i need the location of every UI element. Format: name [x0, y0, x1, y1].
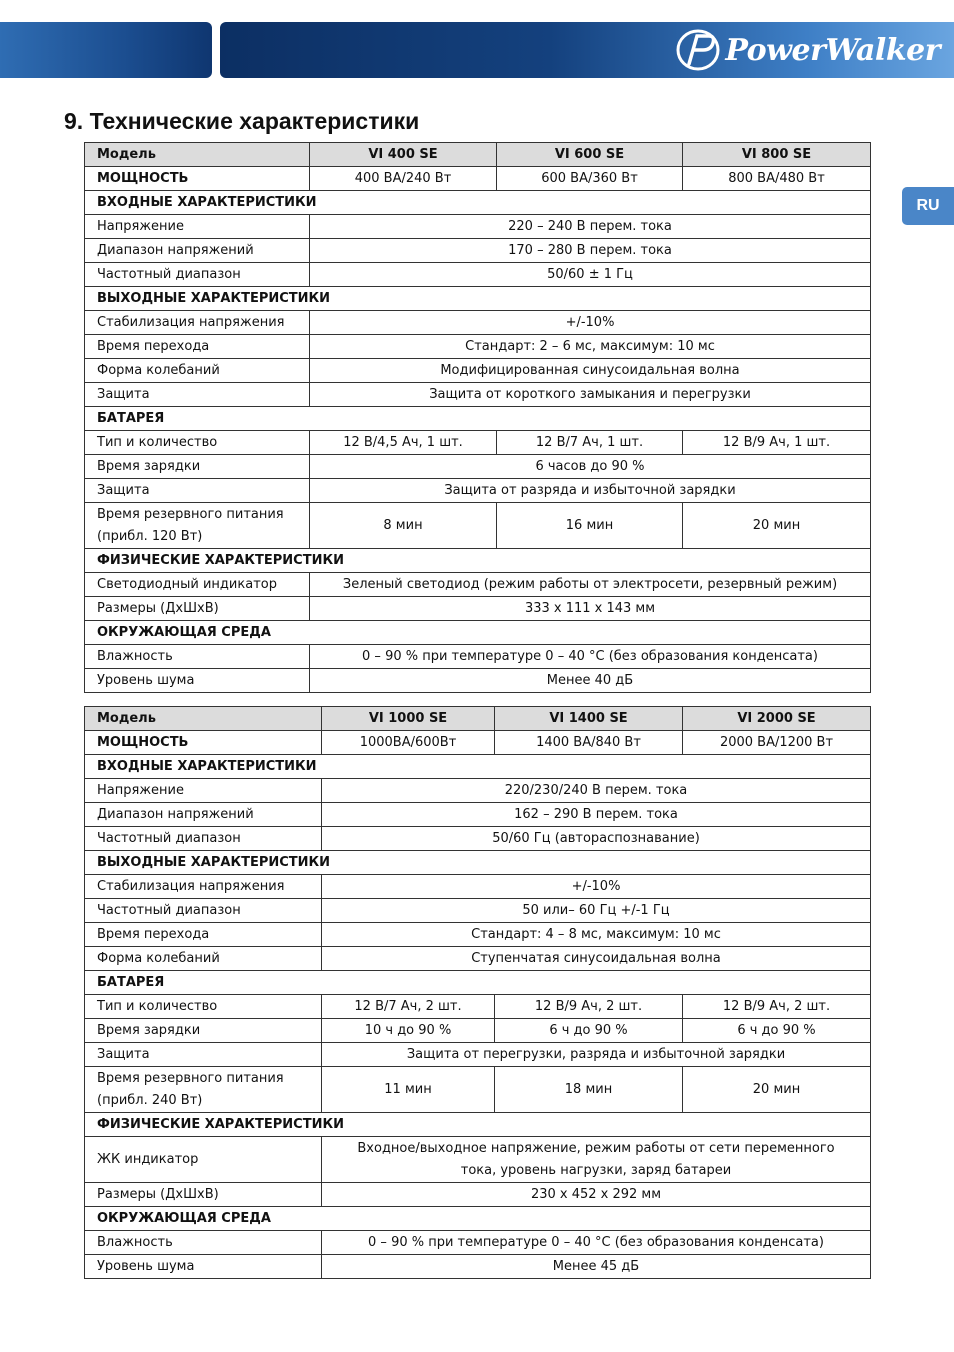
row-value: 600 ВА/360 Вт: [497, 167, 683, 191]
row-label: МОЩНОСТЬ: [85, 731, 322, 755]
row-label: Защита: [85, 479, 310, 503]
table-row: [85, 779, 871, 803]
row-value: 12 В/9 Ач, 2 шт.: [495, 995, 683, 1019]
spec-table-vi-1000-2000: [84, 706, 871, 1279]
table-row: [85, 479, 871, 503]
section-heading: ОКРУЖАЮЩАЯ СРЕДА: [85, 621, 871, 645]
row-value: 1000ВА/600Вт: [322, 731, 495, 755]
table-row: [85, 167, 871, 191]
section-row: [85, 851, 871, 875]
section-heading: ВЫХОДНЫЕ ХАРАКТЕРИСТИКИ: [85, 851, 871, 875]
row-value: 12 В/9 Ач, 1 шт.: [683, 431, 871, 455]
logo-text: PowerWalker: [725, 32, 940, 68]
row-value: 170 – 280 В перем. тока: [310, 239, 871, 263]
table-row: [85, 875, 871, 899]
section-row: [85, 1113, 871, 1137]
page-title: 9. Технические характеристики: [64, 108, 420, 134]
table-row: [85, 597, 871, 621]
row-value: 220/230/240 В перем. тока: [322, 779, 871, 803]
section-row: [85, 191, 871, 215]
row-value: Защита от короткого замыкания и перегрузки: [310, 383, 871, 407]
row-label: Уровень шума: [85, 669, 310, 693]
row-value: Стандарт: 2 – 6 мс, максимум: 10 мс: [310, 335, 871, 359]
table-header-row: [85, 707, 871, 731]
row-value: 220 – 240 В перем. тока: [310, 215, 871, 239]
section-heading: БАТАРЕЯ: [85, 971, 871, 995]
row-label: Стабилизация напряжения: [85, 311, 310, 335]
row-label: Напряжение: [85, 779, 322, 803]
table-row: [85, 669, 871, 693]
table-row: [85, 311, 871, 335]
powerwalker-emblem-icon: [675, 28, 721, 72]
section-row: [85, 621, 871, 645]
row-value: 6 часов до 90 %: [310, 455, 871, 479]
section-heading: ОКРУЖАЮЩАЯ СРЕДА: [85, 1207, 871, 1231]
table-row: [85, 1137, 871, 1183]
row-value: 20 мин: [683, 503, 871, 549]
header-band-left: [0, 22, 212, 78]
row-value: 50 или– 60 Гц +/-1 Гц: [322, 899, 871, 923]
row-label: Уровень шума: [85, 1255, 322, 1279]
row-value: Входное/выходное напряжение, режим работы от сети переменного тока, уровень нагрузки, заряд батареи: [322, 1137, 871, 1183]
row-label: Форма колебаний: [85, 359, 310, 383]
row-value: Зеленый светодиод (режим работы от электросети, резервный режим): [310, 573, 871, 597]
row-value: +/-10%: [322, 875, 871, 899]
table-row: [85, 1183, 871, 1207]
language-tab-ru[interactable]: RU: [902, 187, 954, 225]
row-value: Защита от перегрузки, разряда и избыточной зарядки: [322, 1043, 871, 1067]
table-row: [85, 995, 871, 1019]
model-name: VI 2000 SE: [683, 707, 871, 731]
row-label: Размеры (ДхШхВ): [85, 597, 310, 621]
row-label: Частотный диапазон: [85, 827, 322, 851]
row-label: Светодиодный индикатор: [85, 573, 310, 597]
table-header-row: [85, 143, 871, 167]
row-value: Менее 40 дБ: [310, 669, 871, 693]
row-label: Модель: [85, 707, 322, 731]
row-value: 8 мин: [310, 503, 497, 549]
row-label: Время резервного питания (прибл. 120 Вт): [85, 503, 310, 549]
row-value: 0 – 90 % при температуре 0 – 40 °C (без образования конденсата): [322, 1231, 871, 1255]
row-value: 2000 ВА/1200 Вт: [683, 731, 871, 755]
row-value: 400 ВА/240 Вт: [310, 167, 497, 191]
row-value: +/-10%: [310, 311, 871, 335]
row-value: 12 В/9 Ач, 2 шт.: [683, 995, 871, 1019]
table-row: [85, 645, 871, 669]
model-name: VI 1000 SE: [322, 707, 495, 731]
table-row: [85, 455, 871, 479]
row-label: Защита: [85, 383, 310, 407]
table-row: [85, 947, 871, 971]
model-name: VI 600 SE: [497, 143, 683, 167]
row-value: Модифицированная синусоидальная волна: [310, 359, 871, 383]
spec-table-body: [85, 143, 871, 693]
row-label: Влажность: [85, 1231, 322, 1255]
section-row: [85, 755, 871, 779]
row-label: Тип и количество: [85, 431, 310, 455]
row-label: Частотный диапазон: [85, 899, 322, 923]
row-label: Время перехода: [85, 335, 310, 359]
table-row: [85, 263, 871, 287]
row-value: 800 ВА/480 Вт: [683, 167, 871, 191]
row-label: Напряжение: [85, 215, 310, 239]
row-value: Ступенчатая синусоидальная волна: [322, 947, 871, 971]
model-name: VI 1400 SE: [495, 707, 683, 731]
row-label: Модель: [85, 143, 310, 167]
row-value: 18 мин: [495, 1067, 683, 1113]
row-value: 333 x 111 x 143 мм: [310, 597, 871, 621]
row-value: 1400 ВА/840 Вт: [495, 731, 683, 755]
row-value: Защита от разряда и избыточной зарядки: [310, 479, 871, 503]
section-row: [85, 287, 871, 311]
row-label: Диапазон напряжений: [85, 239, 310, 263]
section-heading: ФИЗИЧЕСКИЕ ХАРАКТЕРИСТИКИ: [85, 549, 871, 573]
section-row: [85, 549, 871, 573]
section-heading: ФИЗИЧЕСКИЕ ХАРАКТЕРИСТИКИ: [85, 1113, 871, 1137]
row-label: МОЩНОСТЬ: [85, 167, 310, 191]
row-value: 12 В/4,5 Ач, 1 шт.: [310, 431, 497, 455]
table-row: [85, 335, 871, 359]
row-label: Диапазон напряжений: [85, 803, 322, 827]
row-label: Защита: [85, 1043, 322, 1067]
table-row: [85, 359, 871, 383]
row-label: Форма колебаний: [85, 947, 322, 971]
table-row: [85, 923, 871, 947]
model-name: VI 800 SE: [683, 143, 871, 167]
row-value: 12 В/7 Ач, 1 шт.: [497, 431, 683, 455]
table-row: [85, 1067, 871, 1113]
spec-table-body: [85, 707, 871, 1279]
table-row: [85, 503, 871, 549]
table-row: [85, 1255, 871, 1279]
row-value: 230 x 452 x 292 мм: [322, 1183, 871, 1207]
row-label: Время зарядки: [85, 455, 310, 479]
table-row: [85, 573, 871, 597]
row-label: Время зарядки: [85, 1019, 322, 1043]
section-row: [85, 407, 871, 431]
table-row: [85, 803, 871, 827]
row-value: 10 ч до 90 %: [322, 1019, 495, 1043]
section-heading: ВХОДНЫЕ ХАРАКТЕРИСТИКИ: [85, 755, 871, 779]
table-row: [85, 215, 871, 239]
row-value: 16 мин: [497, 503, 683, 549]
row-label: Время перехода: [85, 923, 322, 947]
table-row: [85, 383, 871, 407]
row-value: 50/60 Гц (автораспознавание): [322, 827, 871, 851]
row-label: Время резервного питания (прибл. 240 Вт): [85, 1067, 322, 1113]
row-value: Стандарт: 4 – 8 мс, максимум: 10 мс: [322, 923, 871, 947]
table-row: [85, 1019, 871, 1043]
row-value: 0 – 90 % при температуре 0 – 40 °C (без образования конденсата): [310, 645, 871, 669]
row-value: 6 ч до 90 %: [683, 1019, 871, 1043]
table-row: [85, 827, 871, 851]
row-label: Размеры (ДхШхВ): [85, 1183, 322, 1207]
row-value: 12 В/7 Ач, 2 шт.: [322, 995, 495, 1019]
row-value: 6 ч до 90 %: [495, 1019, 683, 1043]
table-row: [85, 731, 871, 755]
table-row: [85, 431, 871, 455]
section-row: [85, 1207, 871, 1231]
spec-table-vi-400-800: [84, 142, 871, 693]
table-row: [85, 1043, 871, 1067]
section-heading: БАТАРЕЯ: [85, 407, 871, 431]
section-row: [85, 971, 871, 995]
row-label: ЖК индикатор: [85, 1137, 322, 1183]
row-value: 20 мин: [683, 1067, 871, 1113]
row-label: Стабилизация напряжения: [85, 875, 322, 899]
row-value: 50/60 ± 1 Гц: [310, 263, 871, 287]
row-value: 162 – 290 В перем. тока: [322, 803, 871, 827]
powerwalker-logo: [675, 26, 940, 74]
table-row: [85, 899, 871, 923]
section-heading: ВЫХОДНЫЕ ХАРАКТЕРИСТИКИ: [85, 287, 871, 311]
row-label: Влажность: [85, 645, 310, 669]
row-label: Частотный диапазон: [85, 263, 310, 287]
model-name: VI 400 SE: [310, 143, 497, 167]
row-value: 11 мин: [322, 1067, 495, 1113]
row-value: Менее 45 дБ: [322, 1255, 871, 1279]
table-row: [85, 239, 871, 263]
table-row: [85, 1231, 871, 1255]
section-heading: ВХОДНЫЕ ХАРАКТЕРИСТИКИ: [85, 191, 871, 215]
row-label: Тип и количество: [85, 995, 322, 1019]
